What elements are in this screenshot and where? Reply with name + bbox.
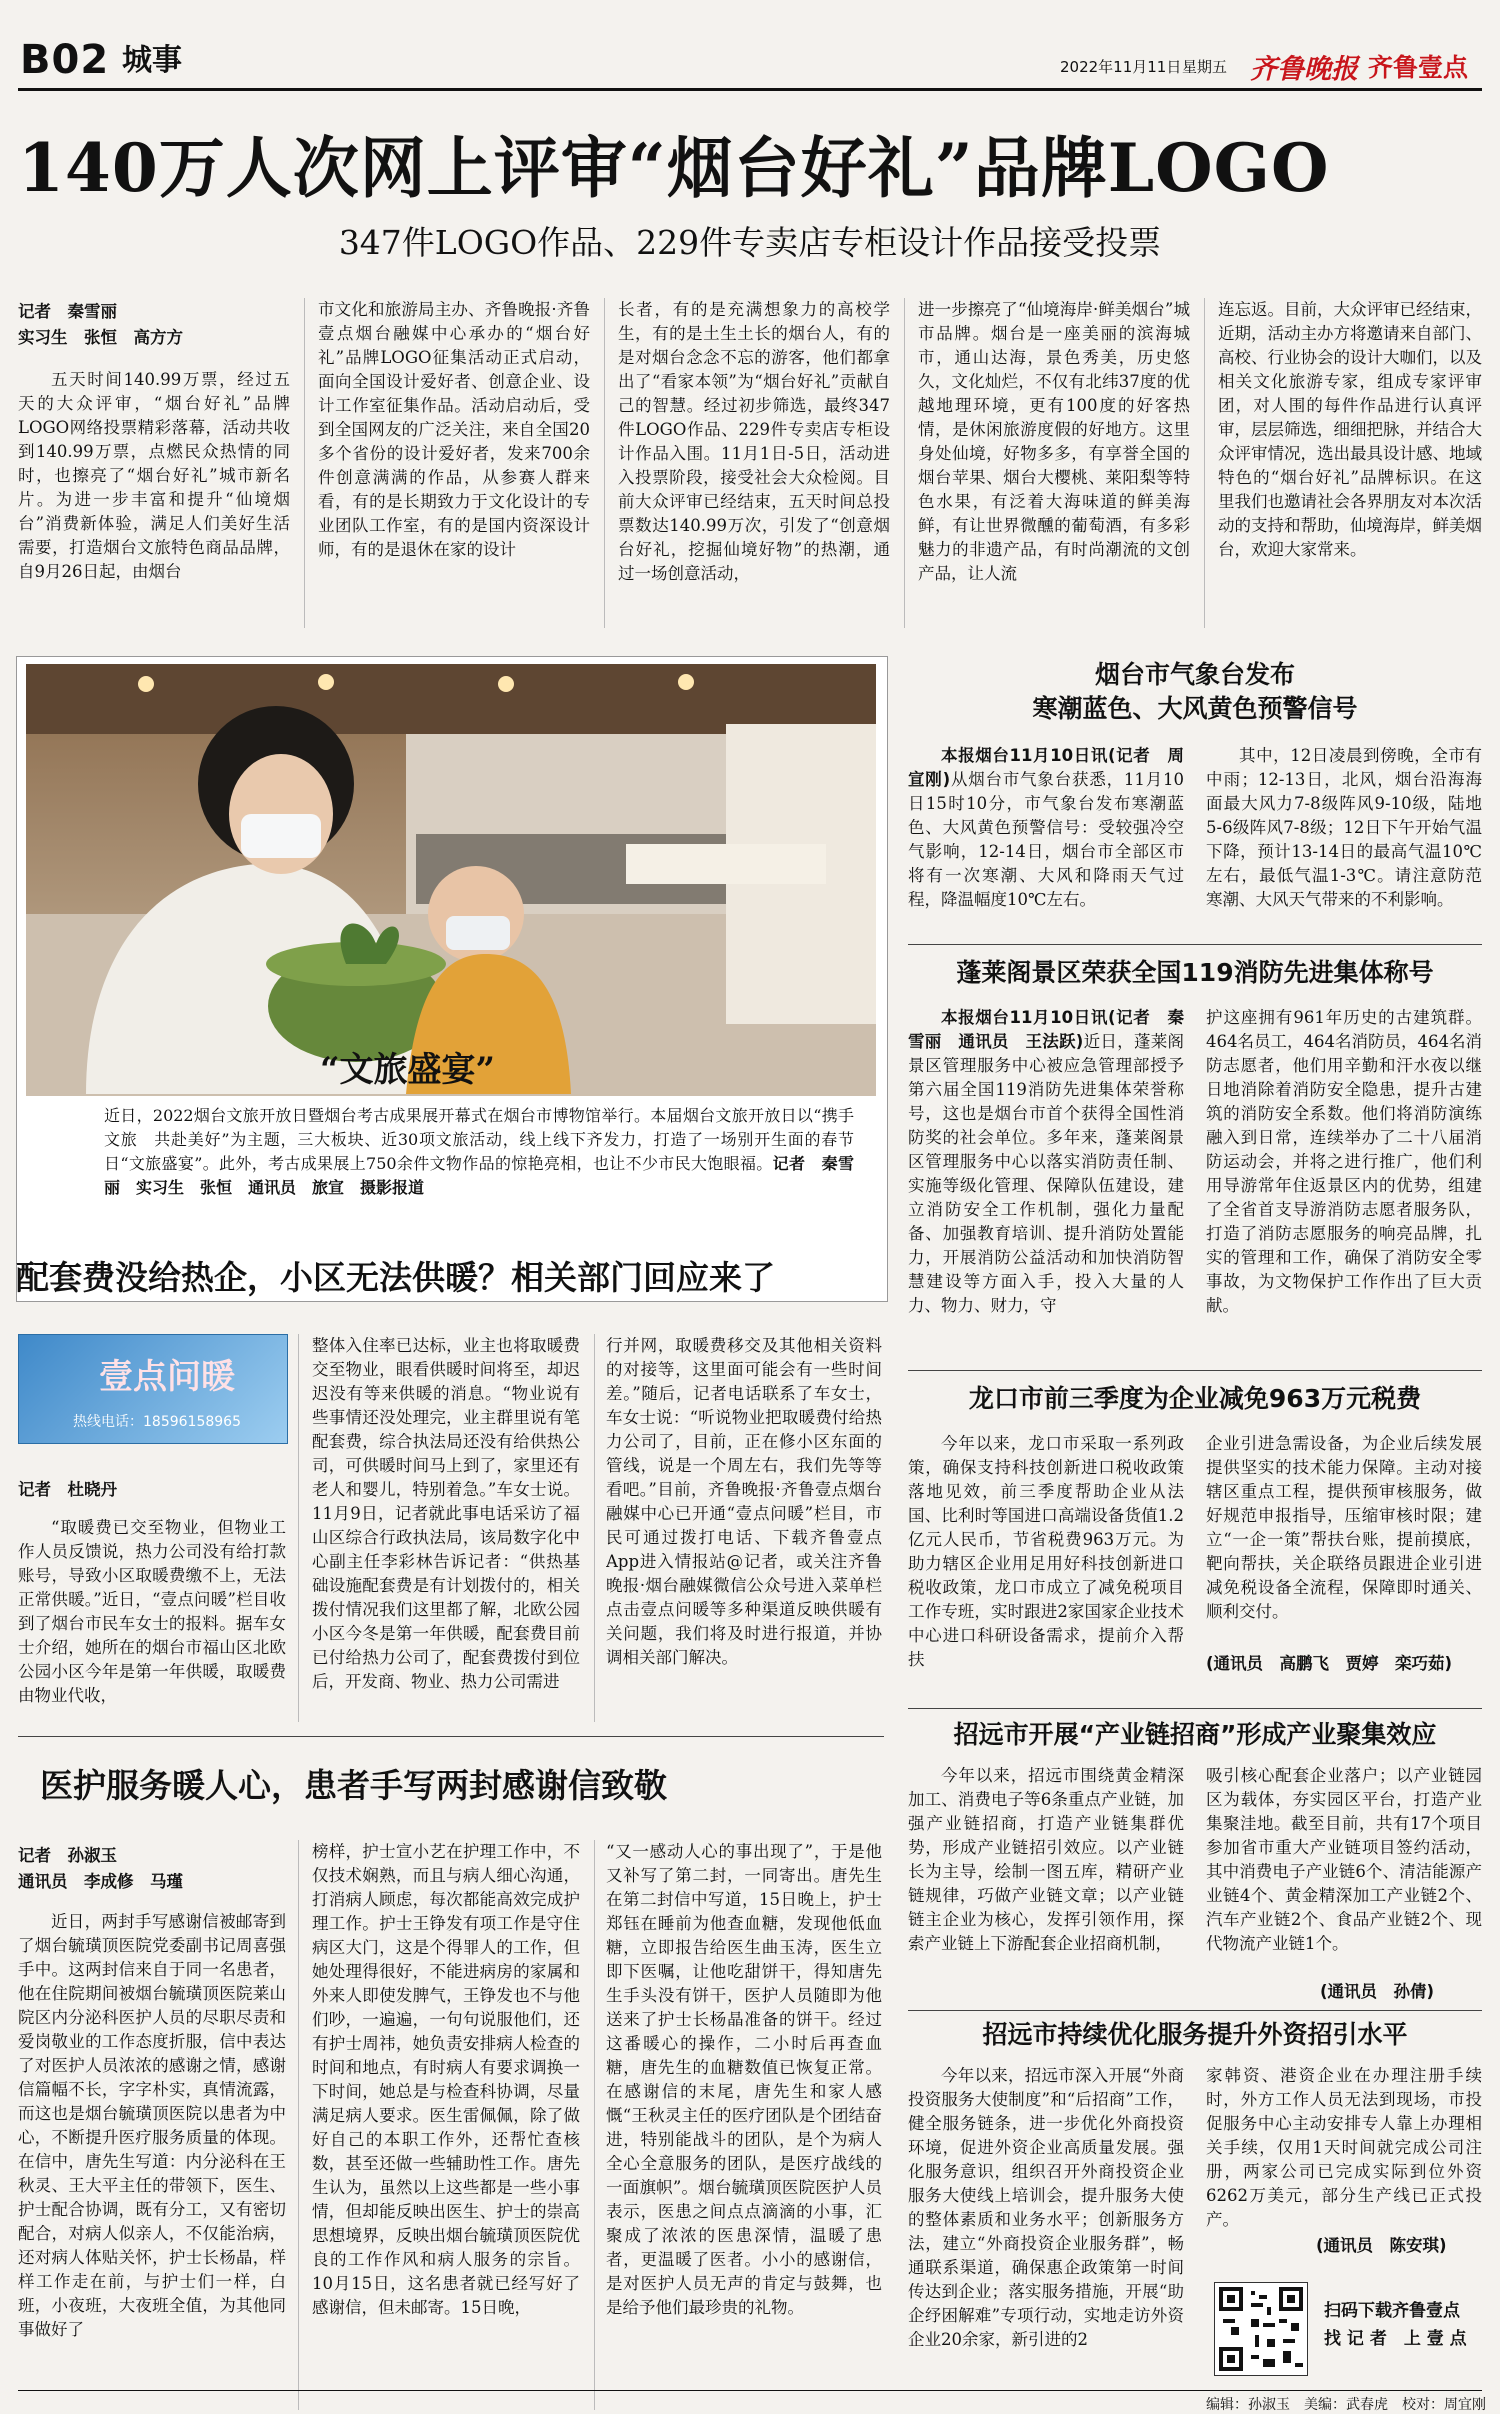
weather-column-2: 其中，12日凌晨到傍晚，全市有中雨；12-13日，北风，烟台沿海海面最大风力7-8级阵风9-10级，陆地5-6级阵风7-8级；12日下午开始气温下降，预计13-14日的最高气温10℃左右，最低气温1-3℃。请注意防范寒潮、大风天气带来的不利影响。 — [1206, 746, 1482, 909]
medical-headline: 医护服务暖人心，患者手写两封感谢信致敬 — [40, 1766, 667, 1805]
penglai-column-1: 本报烟台11月10日讯(记者 秦雪丽 通讯员 王法跃)近日，蓬莱阁景区管理服务中心被应急管理部授予第六届全国119消防先进集体荣誉称号，这也是烟台市首个获得全国性消防奖的社会单位。多年来，蓬莱阁景区管理服务中心以落实消防责任制、实施等级化管理、保障队伍建设，建立消防安全工作机制，强化力量配备、加强教育培训、提升消防处置能力，开展消防公益活动和加快消防智慧建设等方面入手，投入大量的人力、物力、财力，守 — [908, 1008, 1184, 1315]
heating-column-2: 整体入住率已达标，业主也将取暖费交至物业，眼看供暖时间将至，却迟迟没有等来供暖的消息。“物业说有些事情还没处理完，业主群里说有笔配套费，综合执法局还没有给供热公司，可供暖时间马上到了，家里还有老人和婴儿，特别着急。”车女士说。11月9日，记者就此事电话采访了福山区综合行政执法局，该局数字化中心副主任李彩林告诉记者：“供热基础设施配套费是有计划拨付的，相关拨付情况我们这里都了解，北欧公园小区今冬是第一年供暖，配套费目前已付给热力公司了，配套费拨付到位后，开发商、物业、热力公司需进 — [312, 1336, 580, 1691]
photo-overlay-title: “文旅盛宴” — [320, 1050, 496, 1090]
lead-column-5: 连忘返。目前，大众评审已经结束，近期，活动主办方将邀请来自部门、高校、行业协会的设计大咖们，以及相关文化旅游专家，组成专家评审团，对人围的每件作品进行认真评审，层层筛选，细细把脉，并结合大众评审情况，选出最具设计感、地域特色的“烟台好礼”品牌标识。在这里我们也邀请社会各界朋友对本次活动的支持和帮助，仙境海岸，鲜美烟台，欢迎大家常来。 — [1218, 300, 1482, 559]
photo-credit: 记者 秦雪丽 实习生 张恒 通讯员 旅宣 摄影报道 — [104, 1154, 854, 1197]
footer-rule — [18, 2390, 1482, 2391]
longkou-headline: 龙口市前三季度为企业减免963万元税费 — [968, 1384, 1422, 1413]
column-divider — [298, 1840, 299, 2410]
longkou-column-2: 企业引进急需设备，为企业后续发展提供坚实的技术能力保障。主动对接辖区重点工程，提供预审核服务，做好规范申报指导，压缩审核时限；建立“一企一策”帮扶台账，提前摸底，靶向帮扶，关企联络员跟进企业引进减免税设备全流程，保障即时通关、顺利交付。 — [1206, 1434, 1482, 1621]
lead-byline-reporter: 记者 秦雪丽 — [18, 302, 117, 321]
medical-column-1: 近日，两封手写感谢信被邮寄到了烟台毓璜顶医院党委副书记周喜强手中。这两封信来自于同一名患者，他在住院期间被烟台毓璜顶医院莱山院区内分泌科医护人员的尽职尽责和爱岗敬业的工作态度折服，信中表达了对医护人员浓浓的感谢之情，感谢信篇幅不长，字字朴实，真情流露，而这也是烟台毓璜顶医院以患者为中心，不断提升医疗服务质量的体现。在信中，唐先生写道：内分泌科在王秋灵、王大平主任的带领下，医生、护士配合协调，既有分工，又有密切配合，对病人似亲人，不仅能治病，还对病人体贴关怀，护士长杨晶，样样工作走在前，与护士们一样，白班，小夜班，大夜班全值，为其他同事做好了 — [18, 1912, 286, 2339]
zhaoyuan-foreign-column-2: 家韩资、港资企业在办理注册手续时，外方工作人员无法到现场，市投促服务中心主动安排专人靠上办理相关手续，仅用1天时间就完成公司注册，两家公司已完成实际到位外资6262万美元，部分生产线已正式投产。 — [1206, 2066, 1482, 2229]
column-divider — [604, 298, 605, 628]
section-divider — [18, 1736, 884, 1737]
heating-byline: 记者 杜晓丹 — [18, 1480, 117, 1499]
footer-editors: 编辑：孙淑玉 美编：武春虎 校对：周宜刚 — [1206, 2397, 1486, 2413]
section-divider — [908, 1708, 1482, 1709]
weather-headline-1: 烟台市气象台发布 — [1094, 660, 1295, 689]
qr-code-icon[interactable] — [1214, 2282, 1308, 2376]
section-divider — [908, 944, 1482, 945]
column-divider — [298, 1334, 299, 1722]
medical-byline-reporter: 记者 孙淑玉 — [18, 1846, 117, 1865]
column-divider — [904, 298, 905, 628]
lead-headline: 140万人次网上评审“烟台好礼”品牌LOGO — [18, 129, 1330, 207]
lead-column-1: 五天时间140.99万票，经过五天的大众评审，“烟台好礼”品牌LOGO网络投票精彩落幕，活动共收到140.99万票，点燃民众热情的同时，也擦亮了“烟台好礼”城市新名片。为进一步丰富和提升“仙境烟台”消费新体验，满足人们美好生活需要，打造烟台文旅特色商品品牌，自9月26日起，由烟台 — [18, 370, 290, 581]
column-divider — [1204, 298, 1205, 628]
column-divider — [594, 1840, 595, 2410]
page-number: B02 — [20, 37, 110, 83]
photo-illustration — [26, 664, 876, 1096]
section-divider — [908, 2010, 1482, 2011]
brand-logo-qilu-evening: 齐鲁晚报 — [1250, 54, 1358, 85]
medical-column-2: 榜样，护士宣小艺在护理工作中，不仅技术娴熟，而且与病人细心沟通，打消病人顾虑，每次都能高效完成护理工作。护士王铮发有项工作是守住病区大门，这是个得罪人的工作，但她处理得很好，不能进病房的家属和外来人即使发脾气，王铮发也不与他们吵，一遍遍，一句句说服他们，还有护士周祎，她负责安排病人检查的时间和地点，有时病人有要求调换一下时间，她总是与检查科协调，尽量满足病人要求。医生雷佩佩，除了做好自己的本职工作外，还帮忙查核数，甚至还做一些辅助性工作。唐先生认为，虽然以上这些都是一些小事情，但却能反映出医生、护士的崇高思想境界，反映出烟台毓璜顶医院优良的工作作风和病人服务的宗旨。10月15日，这名患者就已经写好了感谢信，但未邮寄。15日晚， — [312, 1842, 580, 2317]
header-rule — [18, 88, 1482, 91]
medical-column-3: “又一感动人心的事出现了”，于是他又补写了第二封，一同寄出。唐先生在第二封信中写道，15日晚上，护士郑钰在睡前为他查血糖，发现他低血糖，立即报告给医生曲玉涛，医生立即下医嘱，让他吃甜饼干，得知唐先生手头没有饼干，医护人员随即为他送来了护士长杨晶准备的饼干。经过这番暖心的操作，二小时后再查血糖，唐先生的血糖数值已恢复正常。在感谢信的末尾，唐先生和家人感慨“王秋灵主任的医疗团队是个团结奋进，特别能战斗的团队，是个为病人全心全意服务的团队，是医疗战线的一面旗帜”。烟台毓璜顶医院医护人员表示，医患之间点点滴滴的小事，汇聚成了浓浓的医患深情，温暖了患者，更温暖了医者。小小的感谢信，是对医护人员无声的肯定与鼓舞，也是给予他们最珍贵的礼物。 — [606, 1842, 882, 2317]
section-name: 城事 — [122, 43, 182, 78]
longkou-credit: (通讯员 高鹏飞 贾婷 栾巧茹) — [1206, 1654, 1453, 1673]
longkou-column-1: 今年以来，龙口市采取一系列政策，确保支持科技创新进口税收政策落地见效，前三季度帮助企业从法国、比利时等国进口高端设备货值1.2亿元人民币，节省税费963万元。为助力辖区企业用足用好科技创新进口税收政策，龙口市成立了减免税项目工作专班，实时跟进2家国家企业技术中心进口科研设备需求，提前介入帮扶 — [908, 1434, 1184, 1669]
zhaoyuan-industry-column-2: 吸引核心配套企业落户；以产业链园区为载体，夯实园区平台，打造产业集聚洼地。截至目前，共有17个项目参加省市重大产业链项目签约活动，其中消费电子产业链6个、清洁能源产业链4个、黄金精深加工产业链2个、汽车产业链2个、食品产业链2个、现代物流产业链1个。 — [1206, 1766, 1482, 1953]
qr-pattern — [1215, 2283, 1307, 2375]
column-divider — [594, 1334, 595, 1722]
column-divider — [304, 298, 305, 628]
section-divider — [908, 1370, 1482, 1371]
heating-headline: 配套费没给热企，小区无法供暖？相关部门回应来了 — [16, 1258, 775, 1297]
zhaoyuan-industry-column-1: 今年以来，招远市围绕黄金精深加工、消费电子等6条重点产业链，加强产业链招商，打造产业链集群优势，形成产业链招引效应。以产业链长为主导，绘制一图五库，精研产业链规律，巧做产业链文章；以产业链链主企业为核心，发挥引领作用，探索产业链上下游配套企业招商机制， — [908, 1766, 1184, 1953]
heating-column-3: 行并网，取暖费移交及其他相关资料的对接等，这里面可能会有一些时间差。”随后，记者电话联系了车女士，车女士说：“听说物业把取暖费付给热力公司了，目前，正在修小区东面的管线，说是一个周左右，我们先等等看吧。”目前，齐鲁晚报·齐鲁壹点烟台融媒中心已开通“壹点问暖”栏目，市民可通过拨打电话、下载齐鲁壹点App进入情报站@记者，或关注齐鲁晚报·烟台融媒微信公众号进入菜单栏点击壹点问暖等多种渠道反映供暖有关问题，我们将及时进行报道，并协调相关部门解决。 — [606, 1336, 882, 1667]
lead-subheadline: 347件LOGO作品、229件专卖店专柜设计作品接受投票 — [338, 223, 1162, 262]
issue-weekday: 星期五 — [1182, 58, 1228, 76]
zhaoyuan-foreign-credit: (通讯员 陈安琪) — [1316, 2236, 1447, 2255]
heating-column-1: “取暖费已交至物业，但物业工作人员反馈说，热力公司没有给打款账号，导致小区取暖费缴不上，无法正常供暖。”近日，“壹点问暖”栏目收到了烟台市民车女士的报料。据车女士介绍，她所在的烟台市福山区北欧公园小区今年是第一年供暖，取暖费由物业代收， — [18, 1518, 286, 1705]
lead-byline-interns: 实习生 张恒 高方方 — [18, 328, 183, 347]
zhaoyuan-industry-headline: 招远市开展“产业链招商”形成产业聚集效应 — [953, 1720, 1437, 1749]
brand-logo-qilu-yidian: 齐鲁壹点 — [1368, 53, 1469, 82]
lead-column-3: 长者，有的是充满想象力的高校学生，有的是土生土长的烟台人，有的是对烟台念念不忘的游客，他们都拿出了“看家本领”为“烟台好礼”贡献自己的智慧。经过初步筛选，最终347件LOGO作品、229件专卖店专柜设计作品入围。11月1日-5日，活动进入投票阶段，接受社会大众检阅。目前大众评审已经结束，五天时间总投票数达140.99万次，引发了“创意烟台好礼，挖掘仙境好物”的热潮，通过一场创意活动， — [618, 300, 890, 583]
qr-caption-1: 扫码下载齐鲁壹点 — [1324, 2301, 1460, 2321]
lead-column-4: 进一步擦亮了“仙境海岸·鲜美烟台”城市品牌。烟台是一座美丽的滨海城市，通山达海，景色秀美，历史悠久，文化灿烂，不仅有北纬37度的优越地理环境，更有100度的好客热情，是休闲旅游度假的好地方。这里身处仙境，好物多多，有享誉全国的烟台苹果、烟台大樱桃、莱阳梨等特色水果，有泛着大海味道的鲜美海鲜，有让世界微醺的葡萄酒，有多彩魅力的非遗产品，有时尚潮流的文创产品，让人流 — [918, 300, 1190, 583]
zhaoyuan-industry-credit: (通讯员 孙倩) — [1320, 1982, 1435, 2001]
heating-badge — [18, 1334, 288, 1444]
qr-caption-2: 找 记 者 上 壹 点 — [1324, 2329, 1467, 2349]
heating-badge-title: 壹点问暖 — [99, 1357, 235, 1397]
penglai-headline: 蓬莱阁景区荣获全国119消防先进集体称号 — [956, 958, 1434, 987]
zhaoyuan-foreign-headline: 招远市持续优化服务提升外资招引水平 — [982, 2020, 1408, 2049]
weather-headline-2: 寒潮蓝色、大风黄色预警信号 — [1032, 694, 1358, 723]
penglai-column-2: 护这座拥有961年历史的古建筑群。464名员工，464名消防员，464名消防志愿者，他们用辛勤和汗水夜以继日地消除着消防安全隐患，提升古建筑的消防安全系数。他们将消防演练融入到日常，连续举办了二十八届消防运动会，并将之进行推广，他们利用导游常年住返景区内的优势，组建了全省首支导游消防志愿者服务队，打造了消防志愿服务的响亮品牌，扎实的管理和工作，确保了消防安全零事故，为文物保护工作作出了巨大贡献。 — [1206, 1008, 1482, 1315]
issue-date: 2022年11月11日 — [1060, 58, 1182, 76]
page-header — [0, 0, 1500, 92]
heating-hotline: 热线电话：18596158965 — [73, 1414, 241, 1430]
medical-byline-correspondents: 通讯员 李成修 马瑾 — [18, 1872, 183, 1891]
zhaoyuan-foreign-column-1: 今年以来，招远市深入开展“外商投资服务大使制度”和“后招商”工作，健全服务链条，进一步优化外商投资环境，促进外资企业高质量发展。强化服务意识，组织召开外商投资企业服务大使线上培训会，提升服务大使的整体素质和业务水平；创新服务方法，建立“外商投资企业服务群”，畅通联系渠道，确保惠企政策第一时间传达到企业；落实服务措施，开展“助企纾困解难”专项行动，实地走访外资企业20余家，新引进的2 — [908, 2066, 1184, 2349]
lead-column-2: 市文化和旅游局主办、齐鲁晚报·齐鲁壹点烟台融媒中心承办的“烟台好礼”品牌LOGO征集活动正式启动，面向全国设计爱好者、创意企业、设计工作室征集作品。活动启动后，受到全国网友的广泛关注，来自全国20多个省份的设计爱好者，发来700余件创意满满的作品，从参赛人群来看，有的是长期致力于文化设计的专业团队工作室，有的是国内资深设计师，有的是退休在家的设计 — [318, 300, 590, 559]
weather-column-1: 本报烟台11月10日讯(记者 周宣刚)从烟台市气象台获悉，11月10日15时10分，市气象台发布寒潮蓝色、大风黄色预警信号：受较强冷空气影响，12-14日，烟台市全部区市将有一次寒潮、大风和降雨天气过程，降温幅度10℃左右。 — [908, 746, 1184, 909]
photo-caption: 近日，2022烟台文旅开放日暨烟台考古成果展开幕式在烟台市博物馆举行。本届烟台文旅开放日以“携手文旅 共赴美好”为主题，三大板块、近30项文旅活动，线上线下齐发力，打造了一场别开生面的春节日“文旅盛宴”。此外，考古成果展上750余件文物作品的惊艳亮相，也让不少市民大饱眼福。记者 秦雪丽 实习生 张恒 通讯员 旅宣 摄影报道 — [104, 1106, 854, 1197]
news-photo — [26, 664, 876, 1096]
